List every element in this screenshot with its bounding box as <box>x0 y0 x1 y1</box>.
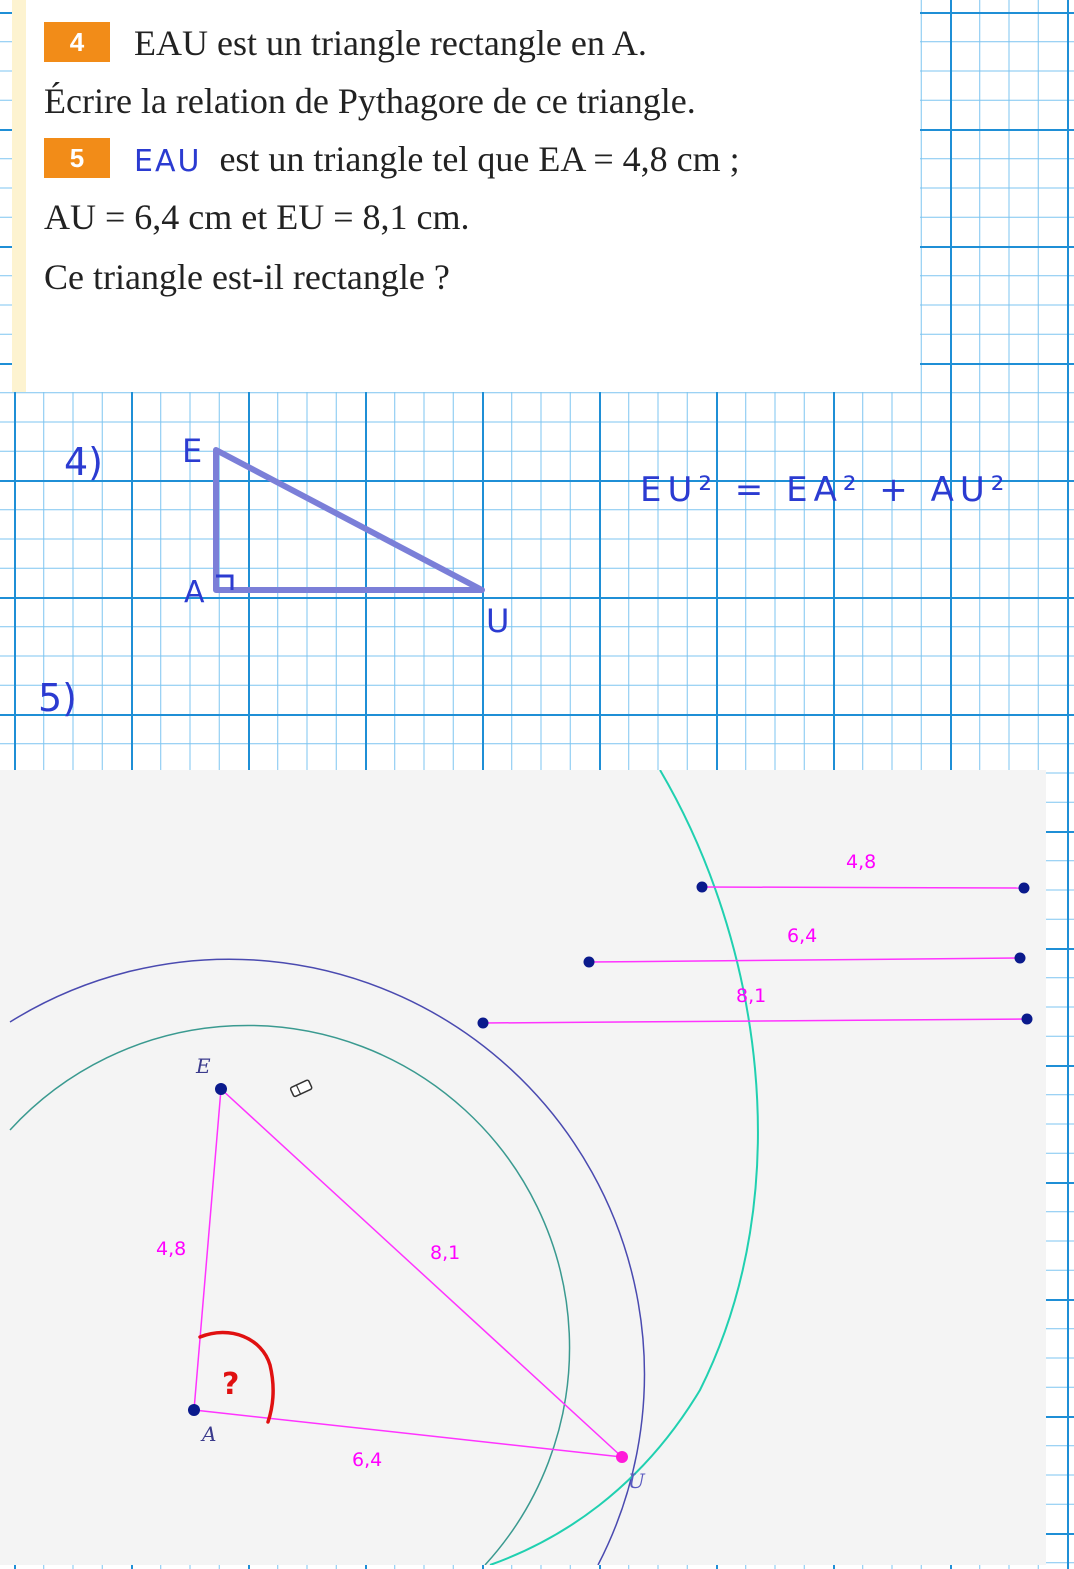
sketch-label-e: E <box>182 432 203 470</box>
point-u[interactable] <box>616 1451 628 1463</box>
exercise-4-badge: 4 <box>44 22 110 62</box>
sketch-label-a: A <box>184 575 205 610</box>
angle-question-mark: ? <box>222 1367 240 1402</box>
eraser-icon[interactable] <box>290 1080 312 1098</box>
reference-segment-8-1 <box>483 1019 1027 1023</box>
segment-ea <box>194 1089 221 1410</box>
exercise-4-instruction: Écrire la relation de Pythagore de ce triangle. <box>44 81 696 121</box>
reference-point[interactable] <box>478 1018 489 1029</box>
exercise-5-badge: 5 <box>44 138 110 178</box>
side-label-eu: 8,1 <box>430 1242 461 1264</box>
exercise-4-statement: EAU est un triangle rectangle en A. <box>134 23 647 63</box>
reference-label-6-4: 6,4 <box>787 925 818 947</box>
circle-center-a-radius-eu <box>10 959 644 1565</box>
part-5-label: 5) <box>38 676 78 720</box>
handwritten-triangle-name: EAU <box>134 144 202 179</box>
circle-center-e-radius-eu <box>490 770 758 1565</box>
reference-segment-6-4 <box>589 958 1020 962</box>
circle-center-a-radius-eu-lower <box>10 1025 570 1565</box>
reference-point[interactable] <box>584 957 595 968</box>
pythagoras-relation: EU² = EA² + AU² <box>640 470 1011 510</box>
exercise-5-statement-line2: AU = 6,4 cm et EU = 8,1 cm. <box>44 197 470 237</box>
point-e[interactable] <box>215 1083 227 1095</box>
reference-point[interactable] <box>1022 1014 1033 1025</box>
construction-canvas <box>0 770 1046 1565</box>
reference-point[interactable] <box>1015 953 1026 964</box>
side-label-au: 6,4 <box>352 1449 383 1471</box>
point-a[interactable] <box>188 1404 200 1416</box>
side-label-ea: 4,8 <box>156 1238 187 1260</box>
exercise-5-question: Ce triangle est-il rectangle ? <box>44 257 450 297</box>
label-e: E <box>196 1054 211 1078</box>
sketch-label-u: U <box>486 602 510 640</box>
reference-label-4-8: 4,8 <box>846 851 877 873</box>
reference-segment-4-8 <box>702 887 1024 888</box>
reference-point[interactable] <box>697 882 708 893</box>
exercise-5-statement: est un triangle tel que EA = 4,8 cm ; <box>219 139 740 179</box>
sketch-layer <box>0 0 1074 770</box>
sketch-right-triangle <box>216 450 482 590</box>
label-u: U <box>628 1469 645 1493</box>
geometry-construction-panel <box>0 770 1046 1565</box>
reference-label-8-1: 8,1 <box>736 985 767 1007</box>
segment-eu <box>221 1089 622 1457</box>
part-4-label: 4) <box>64 440 104 484</box>
label-a: A <box>202 1422 217 1446</box>
reference-point[interactable] <box>1019 883 1030 894</box>
